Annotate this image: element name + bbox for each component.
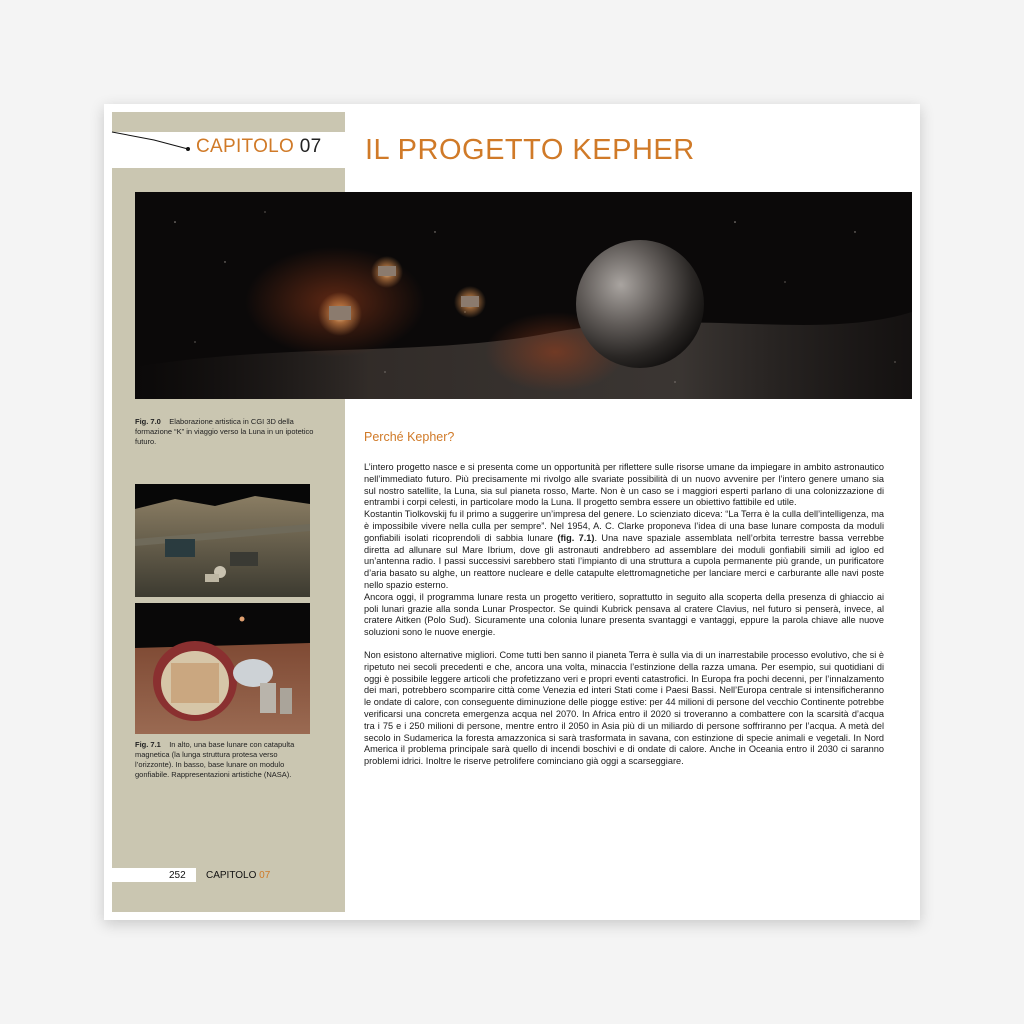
chapter-word: CAPITOLO xyxy=(196,136,295,157)
fig-7-1-top-image xyxy=(135,484,310,597)
fig-7-1-caption xyxy=(135,740,300,780)
hero-space-image xyxy=(135,192,912,399)
chapter-label xyxy=(196,136,321,158)
paragraph-4: Non esistono alternative migliori. Come tutti ben sanno il pianeta Terra è sulla via di un inarrestabile processo evolutivo, che si è ripetuto nei secoli precedenti e che, ancora una volta, minaccia l’estinzione della razza umana. Per esempio, sui quotidiani di oggi è possibile leggere articoli che profetizzano veri e propri eventi catastrofici. In Europa fra pochi decenni, per l’innalzamento dei mari, potrebbero scomparire città come Venezia ed interi Stati come i Paesi Bassi. Nell’Europa centrale si intensificheranno le ondate di calore, con conseguente diminuzione delle piogge estive: per 44 milioni di persone del vecchio Continente potrebbe verificarsi una concreta emergenza acqua nel 2070. In Africa entro il 2020 si troveranno a combattere con la scarsità d’acqua tra i 75 e i 250 milioni di persone, mentre entro il 2050 in Asia più di un miliardo di persone soffriranno per l’acqua. A metà del secolo in Sudamerica la foresta amazzonica si sarà trasformata in savana, con estinzione di specie animali e vegetali. In Nord America il problema principale sarà quello di incendi boschivi e di ondate di calore. Anche in Oceania entro il 2030 ci saranno problemi idrici. Inoltre le riserve petrolifere cominciano già oggi a scarseggiare. xyxy=(364,649,884,767)
chapter-number: 07 xyxy=(299,136,322,157)
fig-7-1-bottom-image xyxy=(135,603,310,734)
paragraph-1: L’intero progetto nasce e si presenta come un opportunità per riflettere sulle risorse umane da impiegare in ambito astronautico nell’immediato futuro. Più precisamente mi rivolgo alle svariate possibilità di un nuovo avvenire per l’intero genere umano sia sul nostro satellite, la Luna, sia sul pianeta rosso, Marte. Non è un caso se i maggiori esperti parlano di una colonizzazione di entrambi i corpi celesti, in particolare modo la Luna. Il progetto sembra essere un obiettivo fattibile ed utile. xyxy=(364,462,884,508)
fig-7-0-caption xyxy=(135,417,320,447)
footer-chapter-word: CAPITOLO xyxy=(206,870,257,881)
footer-chapter xyxy=(206,870,270,881)
fig-7-0-label: Fig. 7.0 xyxy=(135,417,161,426)
fig-7-1-text: In alto, una base lunare con catapulta magnetica (la lunga struttura protesa verso l’orizzonte). In basso, base lunare on modulo gonfiabile. Rappresentazioni artistiche (NASA). xyxy=(135,740,295,779)
page-number: 252 xyxy=(169,870,186,881)
paragraph-2-end: . Una nave spaziale assemblata nell’orbita terrestre bassa verrebbe diretta ad allunare sul Mare Ibrium, dove gli astronauti andrebbero ad assemblare dei moduli gonfiabili simili ad igloo ed un’antenna radio. I passi successivi sarebbero stati l’impianto di una struttura a cupola permanente più grande, un purificatore d’aria basato su alghe, un reattore nucleare e delle catapulte elettromagnetiche per lanciare merci e carburante alle navi poste nello spazio esterno. xyxy=(364,532,884,590)
page-title: IL PROGETTO KEPHER xyxy=(365,134,695,166)
fig-7-1-label: Fig. 7.1 xyxy=(135,740,161,749)
fig-7-0-text: Elaborazione artistica in CGI 3D della formazione “K” in viaggio verso la Luna in un ipotetico futuro. xyxy=(135,417,314,446)
paragraph-2-start: Kostantin Tiolkovskij fu il primo a suggerire un’impresa del genere. Lo scienziato diceva: “La Terra è la culla dell’intelligenza, ma è impossibile vivere nella culla per sempre”. Nel 1954, A. C. Clarke proponeva l’idea di una base lunare composta da moduli gonfiabili isolati ricoprendoli di sabbia lunare xyxy=(364,509,884,543)
section-title: Perché Kepher? xyxy=(364,430,455,444)
footer-chapter-number: 07 xyxy=(259,870,271,881)
paragraph-3: Ancora oggi, il programma lunare resta un progetto veritiero, soprattutto in seguito alla scoperta della presenza di ghiaccio ai poli lunari grazie alla sonda Lunar Prospector. Se quindi Kubrick pensava al cratere Clavius, nel futuro si penserà, invece, al cratere Aitken (Polo Sud). Sicuramente una colonia lunare presenta svantaggi e vantaggi, eppure la parola chiave alle nuove soluzioni sono le nuove energie. xyxy=(364,591,884,638)
figure-reference: (fig. 7.1) xyxy=(557,532,595,543)
book-page xyxy=(104,104,920,920)
body-text xyxy=(364,462,884,768)
paragraph-2 xyxy=(364,509,884,592)
